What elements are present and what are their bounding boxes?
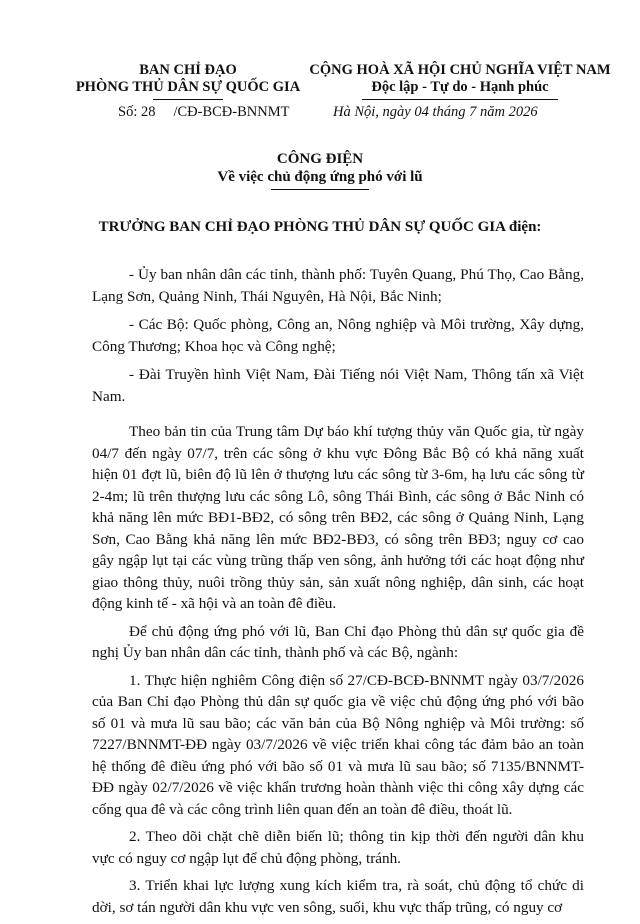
body-paragraph: 3. Triển khai lực lượng xung kích kiểm tra, rà soát, chủ động tổ chức di dời, sơ tán người dân khu vực ven sông, suối, khu vực thấp trũng, có nguy cơ bbox=[92, 877, 584, 916]
document-title bbox=[0, 150, 640, 186]
national-header bbox=[300, 62, 620, 100]
body-paragraph: Để chủ động ứng phó với lũ, Ban Chỉ đạo Phòng thủ dân sự quốc gia đề nghị Ủy ban nhân dân các tỉnh, thành phố và các Bộ, ngành: bbox=[92, 622, 584, 661]
title-subject: Về việc chủ động ứng phó với lũ bbox=[217, 169, 423, 185]
recipient-item: - Đài Truyền hình Việt Nam, Đài Tiếng nói Việt Nam, Thông tấn xã Việt Nam. bbox=[92, 366, 584, 405]
place-date: Hà Nội, ngày 04 tháng 7 năm 2026 bbox=[333, 104, 538, 120]
number-label: Số: 28 bbox=[118, 104, 156, 120]
issuer-line-2: PHÒNG THỦ DÂN SỰ QUỐC GIA bbox=[75, 79, 301, 95]
issuer-underline bbox=[153, 99, 223, 100]
motto-underline bbox=[362, 99, 558, 100]
recipient-item: - Ủy ban nhân dân các tỉnh, thành phố: Tuyên Quang, Phú Thọ, Cao Bằng, Lạng Sơn, Quảng Ninh, Thái Nguyên, Hà Nội, Bắc Ninh; bbox=[92, 266, 584, 305]
body-paragraph: Theo bản tin của Trung tâm Dự báo khí tượng thủy văn Quốc gia, từ ngày 04/7 đến ngày 07/7, trên các sông ở khu vực Đông Bắc Bộ có khả năng xuất hiện 01 đợt lũ, biên độ lũ lên ở thượng lưu các sông từ 3-6m, hạ lưu các sông từ 2-4m; lũ trên thượng lưu các sông Lô, sông Thái Bình, các sông ở Bắc Ninh có khả năng lên mức BĐ1-BĐ2, có sông trên BĐ2, các sông ở Quảng Ninh, Lạng Sơn, Cao Bằng khả năng lên mức BĐ2-BĐ3, có sông trên BĐ3; nguy cơ cao gây ngập lụt tại các vùng trũng thấp ven sông, ảnh hưởng tới các hoạt động như giao thông thủy, nuôi trồng thủy sản, sản xuất nông nghiệp, dân sinh, các hoạt động kinh tế - xã hội và an toàn đê điều. bbox=[92, 423, 584, 612]
national-motto: Độc lập - Tự do - Hạnh phúc bbox=[371, 79, 549, 95]
national-title: CỘNG HOÀ XÃ HỘI CHỦ NGHĨA VIỆT NAM bbox=[309, 62, 611, 78]
document-number bbox=[118, 104, 289, 121]
body-paragraph: 2. Theo dõi chặt chẽ diễn biến lũ; thông tin kịp thời đến người dân khu vực có nguy cơ ngập lụt để chủ động phòng, tránh. bbox=[92, 828, 584, 867]
issuer-line-1: BAN CHỈ ĐẠO bbox=[139, 62, 237, 78]
title-underline bbox=[271, 189, 369, 190]
addressee-line: TRƯỞNG BAN CHỈ ĐẠO PHÒNG THỦ DÂN SỰ QUỐC GIA điện: bbox=[98, 219, 542, 235]
recipient-item: - Các Bộ: Quốc phòng, Công an, Nông nghiệp và Môi trường, Xây dựng, Công Thương; Khoa học và Công nghệ; bbox=[92, 316, 584, 355]
document-code: /CĐ-BCĐ-BNNMT bbox=[173, 104, 290, 120]
body-paragraph: 1. Thực hiện nghiêm Công điện số 27/CĐ-BCĐ-BNNMT ngày 03/7/2026 của Ban Chỉ đạo Phòng thủ dân sự quốc gia về việc chủ động ứng phó với bão số 01 và mưa lũ sau bão; các văn bản của Bộ Nông nghiệp và Môi trường: số 7227/BNNMT-ĐĐ ngày 03/7/2026 về việc triển khai công tác đảm bảo an toàn hệ thống đê điều ứng phó với bão số 01 và mưa lũ sau bão; số 7135/BNNMT-ĐĐ ngày 02/7/2026 về việc khẩn trương hoàn thành việc thi công xây dựng các cống qua đê và các công trình liên quan đến an toàn đê điều, thoát lũ. bbox=[92, 671, 584, 818]
title-main: CÔNG ĐIỆN bbox=[276, 151, 364, 167]
issuer-header bbox=[68, 62, 308, 100]
document-body bbox=[92, 264, 584, 924]
